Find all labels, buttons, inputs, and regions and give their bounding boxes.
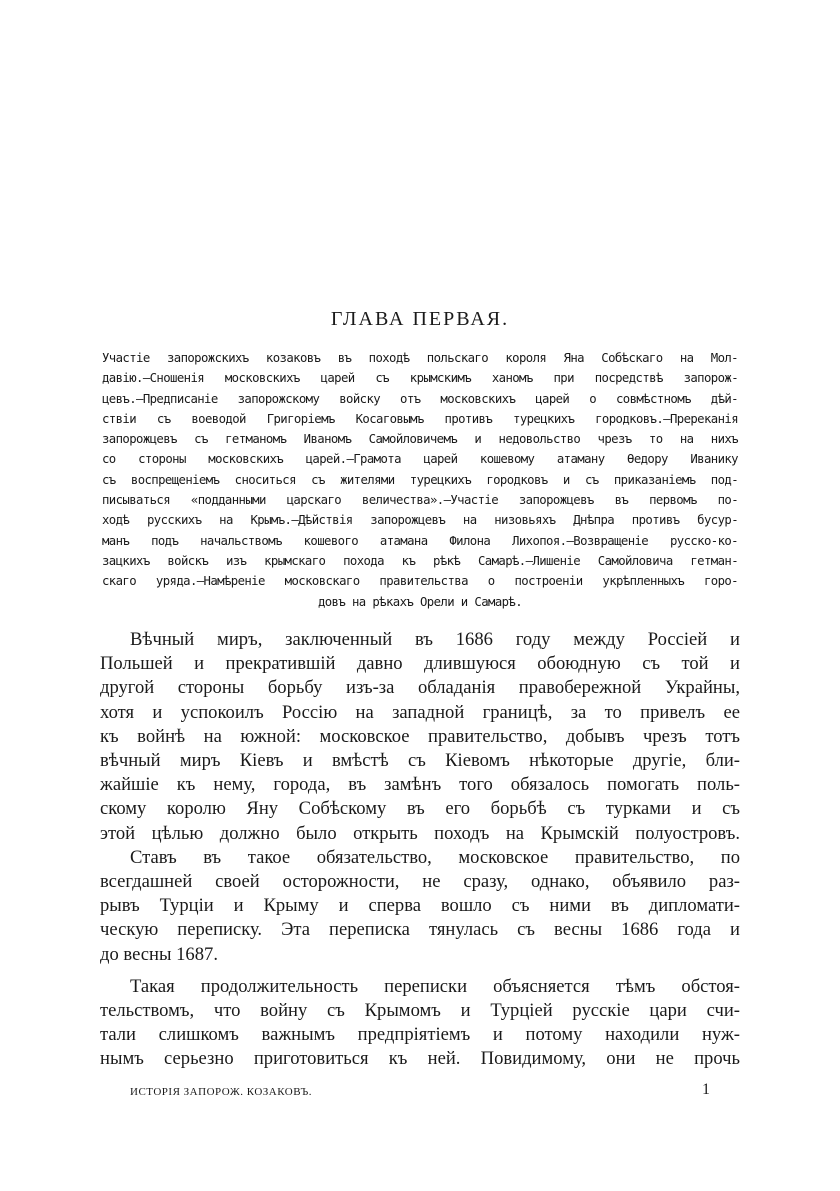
- text-line: другой стороны борьбу изъ-за обладанія правобережной Украйны,: [100, 677, 740, 699]
- text-line: до весны 1687.: [100, 943, 218, 965]
- paragraph-3: [100, 975, 740, 1072]
- text-line: рывъ Турціи и Крыму и сперва вошло съ ними въ дипломати-: [100, 895, 740, 917]
- text-line: скому королю Яну Собѣскому въ его борьбѣ съ турками и съ: [100, 798, 740, 820]
- summary-line: ствіи съ воеводой Григоріемъ Косаговымъ противъ турецкихъ городковъ.—Пререканія: [102, 411, 738, 426]
- paragraph-2: [100, 846, 740, 967]
- summary-line: Участіе запорожскихъ козаковъ въ походѣ польскаго короля Яна Собѣскаго на Мол-: [102, 351, 738, 365]
- text-line: Такая продолжительность переписки объясняется тѣмъ обстоя-: [130, 975, 740, 997]
- running-title: ИСТОРІЯ ЗАПОРОЖ. КОЗАКОВЪ.: [130, 1086, 313, 1098]
- text-line: къ войнѣ на южной: московское правительство, добывъ чрезъ тотъ: [100, 725, 740, 747]
- text-line: ческую переписку. Эта переписка тянулась съ весны 1686 года и: [100, 919, 740, 941]
- chapter-title: ГЛАВА ПЕРВАЯ.: [330, 308, 510, 330]
- text-line: жайшіе къ нему, города, въ замѣнъ того обязалось помогать поль-: [100, 774, 740, 796]
- paragraph-gap: [100, 967, 740, 975]
- summary-line: скаго уряда.—Намѣреніе московскаго правительства о построеніи укрѣпленныхъ горо-: [102, 574, 738, 589]
- summary-line: запорожцевъ съ гетманомъ Иваномъ Самойловичемъ и недовольство чрезъ то на нихъ: [102, 432, 738, 447]
- summary-line: манъ подъ начальствомъ кошевого атамана Филона Лихопоя.—Возвращеніе русско-ко-: [102, 533, 738, 548]
- chapter-summary: [102, 348, 738, 612]
- summary-line: съ воспрещеніемъ сноситься съ жителями турецкихъ городковъ и съ приказаніемъ под-: [102, 472, 738, 487]
- summary-line: давію.—Сношенія московскихъ царей съ крымскимъ ханомъ при посредствѣ запорож-: [102, 371, 738, 386]
- summary-line: ходѣ русскихъ на Крымъ.—Дѣйствія запорожцевъ на низовьяхъ Днѣпра противъ бусур-: [102, 513, 738, 528]
- text-line: Польшей и прекратившій давно длившуюся обоюдную съ той и: [100, 653, 740, 675]
- summary-line: довъ на рѣкахъ Орели и Самарѣ.: [317, 594, 523, 609]
- text-line: тали слишкомъ важнымъ предпріятіемъ и потому находили нуж-: [100, 1024, 740, 1046]
- text-line: Ставъ въ такое обязательство, московское правительство, по: [130, 846, 740, 868]
- text-line: нымъ серьезно приготовиться къ ней. Повидимому, они не прочь: [100, 1048, 740, 1070]
- summary-line: писываться «подданными царскаго величества».—Участіе запорожцевъ въ первомъ по-: [102, 493, 738, 508]
- body-text: [100, 628, 740, 1072]
- text-line: всегдашней своей осторожности, не сразу, однако, объявило раз-: [100, 871, 740, 893]
- page-number: 1: [702, 1081, 710, 1098]
- text-line: тельствомъ, что войну съ Крымомъ и Турціей русскіе цари счи-: [100, 1000, 740, 1022]
- text-line: Вѣчный миръ, заключенный въ 1686 году между Россіей и: [130, 629, 740, 650]
- summary-line: зацкихъ войскъ изъ крымскаго похода къ рѣкѣ Самарѣ.—Лишеніе Самойловича гетман-: [102, 553, 738, 568]
- text-line: хотя и успокоилъ Россію на западной границѣ, за то привелъ ее: [100, 701, 740, 723]
- text-line: вѣчный миръ Кіевъ и вмѣстѣ съ Кіевомъ нѣкоторые другіе, бли-: [100, 750, 740, 772]
- summary-line: со стороны московскихъ царей.—Грамота царей кошевому атаману Ѳедору Иванику: [102, 452, 738, 467]
- paragraph-1: [100, 628, 740, 846]
- text-line: этой цѣлью должно было открыть походъ на Крымскій полуостровъ.: [100, 822, 740, 844]
- summary-line: цевъ.—Предписаніе запорожскому войску отъ московскихъ царей о совмѣстномъ дѣй-: [102, 391, 738, 406]
